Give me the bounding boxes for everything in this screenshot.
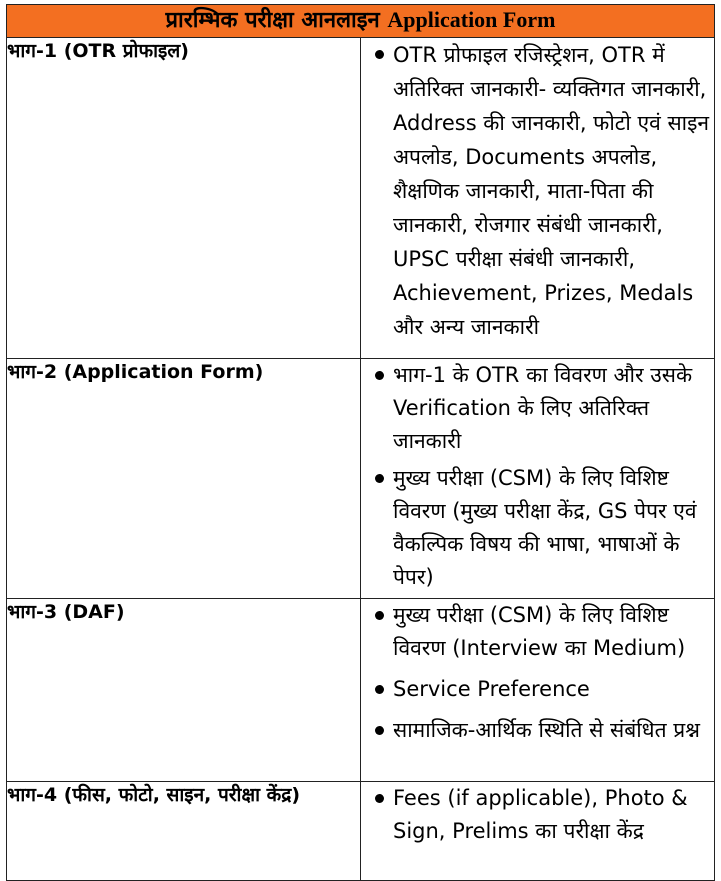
part-label: भाग-2 (Application Form)	[7, 359, 361, 599]
table-row-part-3	[7, 599, 715, 782]
bullet-icon	[375, 794, 384, 803]
list-item	[361, 462, 714, 594]
bullet-icon	[375, 371, 384, 380]
details-list	[361, 359, 714, 594]
list-item-text: OTR प्रोफाइल रजिस्ट्रेशन, OTR में अतिरिक्त जानकारी- व्यक्तिगत जानकारी, Address की जानकारी, फोटो एवं साइन अपलोड, Documents अपलोड, शैक्षणिक जानकारी, माता-पिता की जानकारी, रोजगार संबंधी जानकारी, UPSC परीक्षा संबंधी जानकारी, Achievement, Prizes, Medals और अन्य जानकारी	[393, 43, 710, 339]
part-label: भाग-1 (OTR प्रोफाइल)	[7, 38, 361, 359]
table-title-hindi: प्रारम्भिक परीक्षा आनलाइन	[165, 8, 380, 33]
list-item-text: मुख्य परीक्षा (CSM) के लिए विशिष्ट विवरण (मुख्य परीक्षा केंद्र, GS पेपर एवं वैकल्पिक विषय की भाषा, भाषाओं के पेपर)	[393, 466, 697, 589]
details-list	[361, 38, 714, 344]
part-details	[361, 599, 715, 782]
table-row-part-1	[7, 38, 715, 359]
list-item	[361, 38, 714, 344]
details-list	[361, 599, 714, 747]
list-item	[361, 673, 714, 706]
bullet-icon	[375, 726, 384, 735]
list-item	[361, 714, 714, 747]
part-details	[361, 38, 715, 359]
application-form-table	[6, 4, 715, 881]
list-item	[361, 782, 714, 848]
part-details	[361, 359, 715, 599]
table-header-row	[7, 5, 715, 38]
list-item-text: Fees (if applicable), Photo & Sign, Prelims का परीक्षा केंद्र	[393, 786, 688, 843]
bullet-icon	[375, 611, 384, 620]
table-title	[7, 5, 715, 38]
table-row-part-2	[7, 359, 715, 599]
part-label: भाग-3 (DAF)	[7, 599, 361, 782]
part-label: भाग-4 (फीस, फोटो, साइन, परीक्षा केंद्र)	[7, 782, 361, 881]
bullet-icon	[375, 474, 384, 483]
part-details	[361, 782, 715, 881]
list-item-text: मुख्य परीक्षा (CSM) के लिए विशिष्ट विवरण (Interview का Medium)	[393, 603, 686, 660]
details-list	[361, 782, 714, 848]
table-row-part-4	[7, 782, 715, 881]
list-item	[361, 599, 714, 665]
table-title-english: Application Form	[387, 7, 556, 32]
bullet-icon	[375, 685, 384, 694]
list-item-text: भाग-1 के OTR का विवरण और उसके Verification के लिए अतिरिक्त जानकारी	[393, 363, 693, 453]
bullet-icon	[375, 50, 384, 59]
list-item-text: Service Preference	[393, 677, 590, 701]
list-item	[361, 359, 714, 458]
list-item-text: सामाजिक-आर्थिक स्थिति से संबंधित प्रश्न	[393, 718, 701, 742]
